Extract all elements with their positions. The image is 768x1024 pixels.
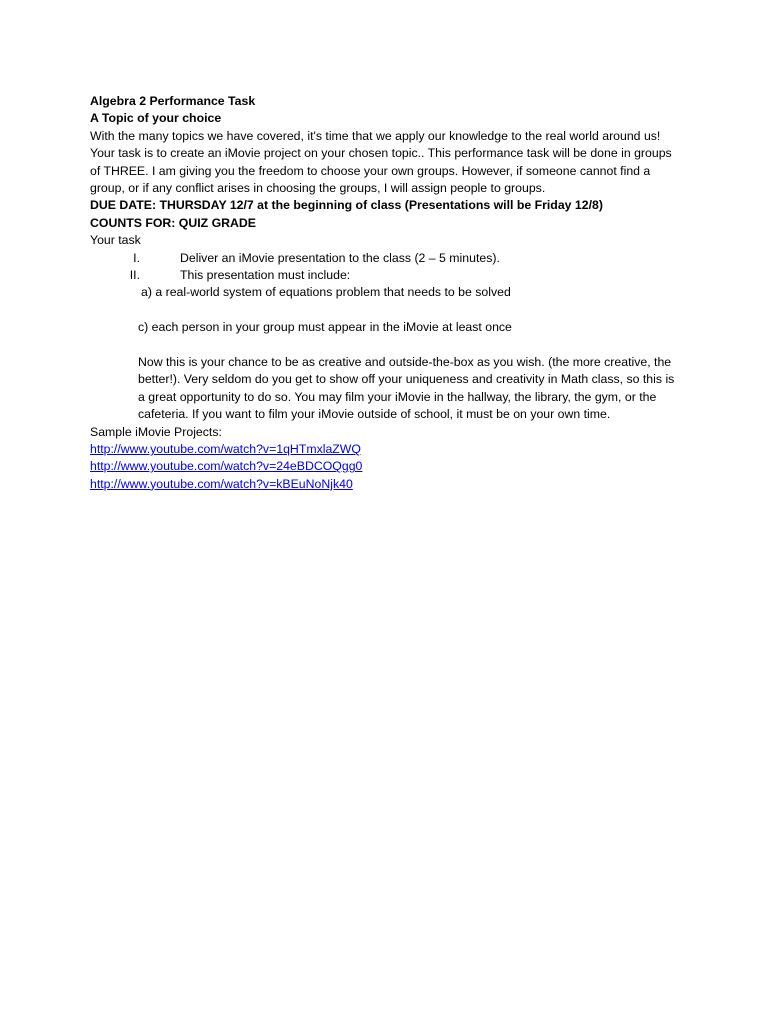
intro-paragraph: With the many topics we have covered, it's time that we apply our knowledge to the real world around us! Your task is to create an iMovie project on your chosen topic.. This performance task will be done in groups of THREE. I am giving you the freedom to choose your own groups. However, if someone cannot find a group, or if any conflict arises in choosing the groups, I will assign people to groups.: [90, 128, 672, 196]
list-number: II.: [129, 268, 140, 283]
sample-link-1[interactable]: http://www.youtube.com/watch?v=1qHTmxlaZWQ: [90, 442, 361, 457]
samples-label: Sample iMovie Projects:: [90, 424, 222, 439]
document-page: [90, 93, 680, 493]
item-a: a) a real-world system of equations problem that needs to be solved: [141, 285, 511, 300]
your-task-label: Your task: [90, 233, 141, 248]
list-item: [90, 250, 680, 267]
sample-link-3[interactable]: http://www.youtube.com/watch?v=kBEuNoNjk40: [90, 476, 353, 491]
list-text: This presentation must include:: [180, 268, 351, 283]
blank-line: [90, 337, 680, 354]
list-item: [90, 267, 680, 284]
list-number: I.: [133, 250, 140, 265]
sample-link-2[interactable]: http://www.youtube.com/watch?v=24eBDCOQgg0: [90, 459, 363, 474]
blank-line: [90, 302, 680, 319]
creative-paragraph: Now this is your chance to be as creative and outside-the-box as you wish. (the more creative, the better!). Very seldom do you get to show off your uniqueness and creativity in Math class, so this is a great opportunity to do so. You may film your iMovie in the hallway, the library, the gym, or the cafeteria. If you want to film your iMovie outside of school, it must be on your own time.: [138, 355, 675, 422]
counts-for: COUNTS FOR: QUIZ GRADE: [90, 215, 257, 230]
document-title: Algebra 2 Performance Task: [90, 94, 256, 108]
list-text: Deliver an iMovie presentation to the class (2 – 5 minutes).: [180, 250, 500, 265]
due-date: DUE DATE: THURSDAY 12/7 at the beginning of class (Presentations will be Friday 12/8): [90, 198, 603, 213]
item-c: c) each person in your group must appear in the iMovie at least once: [138, 320, 512, 335]
document-subtitle: A Topic of your choice: [90, 111, 222, 126]
